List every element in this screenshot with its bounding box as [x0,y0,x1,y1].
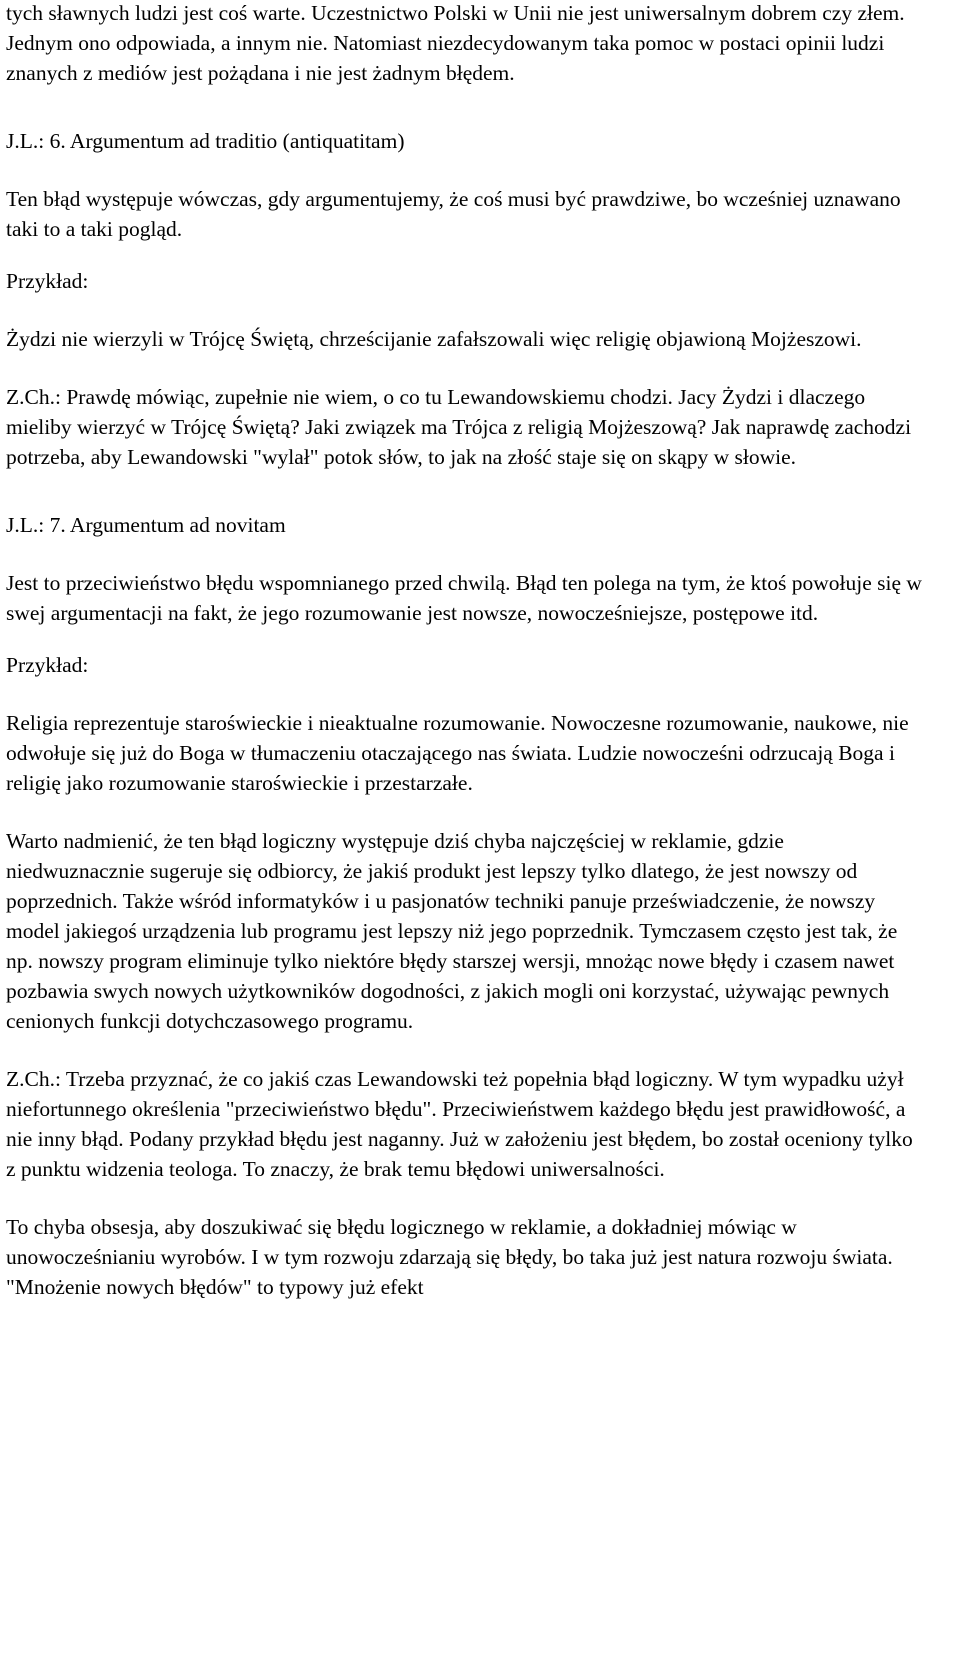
label-example-2: Przykład: [6,653,89,677]
paragraph-example-1: Żydzi nie wierzyli w Trójcę Świętą, chrześcijanie zafałszowali więc religię objawioną Mojżeszowi. [6,327,862,351]
paragraph-example-2: Religia reprezentuje staroświeckie i nieaktualne rozumowanie. Nowoczesne rozumowanie, naukowe, nie odwołuje się już do Boga w tłumaczeniu otaczającego nas świata. Ludzie nowocześni odrzucają Boga i religię jako rozumowanie staroświeckie i przestarzałe. [6,711,909,795]
label-example-1: Przykład: [6,269,89,293]
paragraph-intro-continuation: tych sławnych ludzi jest coś warte. Uczestnictwo Polski w Unii nie jest uniwersalnym dobrem czy złem. Jednym ono odpowiada, a innym nie. Natomiast niezdecydowanym taka pomoc w postaci opinii ludzi znanych z mediów jest pożądana i nie jest żadnym błędem. [6,1,905,85]
paragraph-zch-comment-3: To chyba obsesja, aby doszukiwać się błędu logicznego w reklamie, a dokładniej mówiąc w unowocześnianiu wyrobów. I w tym rozwoju zdarzają się błędy, bo taka już jest natura rozwoju świata. "Mnożenie nowych błędów" to typowy już efekt [6,1215,893,1299]
paragraph-traditio-definition: Ten błąd występuje wówczas, gdy argumentujemy, że coś musi być prawdziwe, bo wcześniej uznawano taki to a taki pogląd. [6,187,901,241]
paragraph-novitam-definition: Jest to przeciwieństwo błędu wspomnianego przed chwilą. Błąd ten polega na tym, że ktoś powołuje się w swej argumentacji na fakt, że jego rozumowanie jest nowsze, nowocześniejsze, postępowe itd. [6,571,922,625]
document-page [6,0,926,1302]
heading-argumentum-ad-traditio: J.L.: 6. Argumentum ad traditio (antiquatitam) [6,129,405,153]
paragraph-zch-comment-2: Z.Ch.: Trzeba przyznać, że co jakiś czas Lewandowski też popełnia błąd logiczny. W tym wypadku użył niefortunnego określenia "przeciwieństwo błędu". Przeciwieństwem każdego błędu jest prawidłowość, a nie inny błąd. Podany przykład błędu jest naganny. Już w założeniu jest błędem, bo został oceniony tylko z punktu widzenia teologa. To znaczy, że brak temu błędowi uniwersalności. [6,1067,913,1181]
heading-argumentum-ad-novitam: J.L.: 7. Argumentum ad novitam [6,513,286,537]
paragraph-advertising-remark: Warto nadmienić, że ten błąd logiczny występuje dziś chyba najczęściej w reklamie, gdzie niedwuznacznie sugeruje się odbiorcy, że jakiś produkt jest lepszy tylko dlatego, że jest nowszy od poprzednich. Także wśród informatyków i u pasjonatów techniki panuje przeświadczenie, że nowszy model jakiegoś urządzenia lub programu jest lepszy niż jego poprzednik. Tymczasem często jest tak, że np. nowszy program eliminuje tylko niektóre błędy starszej wersji, mnożąc nowe błędy i czasem nawet pozbawia swych nowych użytkowników dogodności, z jakich mogli oni korzystać, używając pewnych cenionych funkcji dotychczasowego programu. [6,829,898,1033]
paragraph-zch-comment-1: Z.Ch.: Prawdę mówiąc, zupełnie nie wiem, o co tu Lewandowskiemu chodzi. Jacy Żydzi i dlaczego mieliby wierzyć w Trójcę Świętą? Jaki związek ma Trójca z religią Mojżeszową? Jak naprawdę zachodzi potrzeba, aby Lewandowski "wylał" potok słów, to jak na złość staje się on skąpy w słowie. [6,385,912,469]
